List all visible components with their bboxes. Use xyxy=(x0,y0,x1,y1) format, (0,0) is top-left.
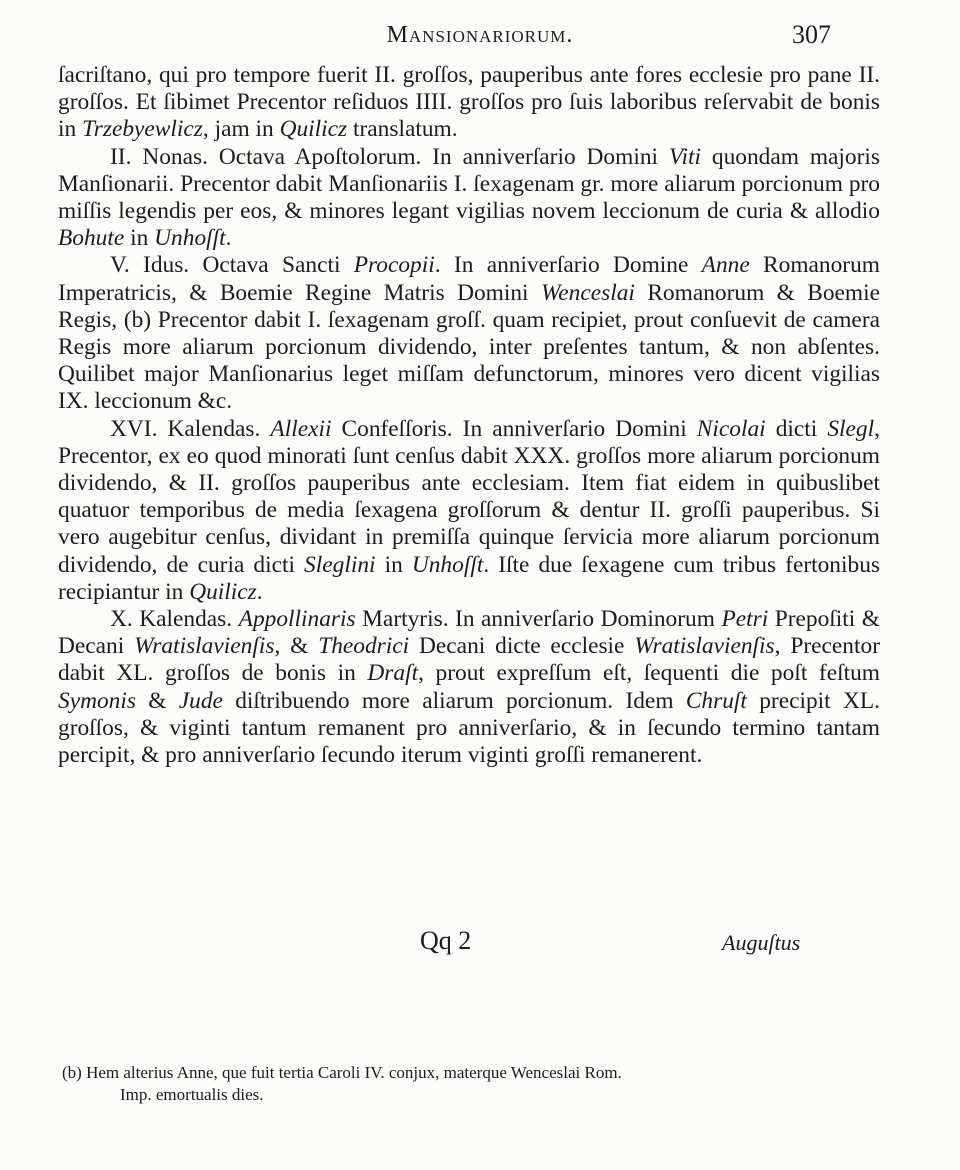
text-run: Romanorum & Boemie Regis, (b) Precentor dabit I. ſexagenam groſſ. quam recipiet, prout conſuevit de camera Regis more aliarum porcionum dividendo, inter preſentes tantum, & non abſentes. Quilibet major Manſionarius leget miſſam defunctorum, minores vero dicent vigilias IX. leccionum &c. xyxy=(58,279,880,415)
text-run: . xyxy=(225,225,232,252)
italic-name: Allexii xyxy=(270,415,332,442)
italic-name: Unhoſſt xyxy=(411,551,484,578)
text-run: Romanorum Imperatricis, & Boemie Regine Matris Domini xyxy=(58,252,880,306)
text-run: . In anniverſario Domine xyxy=(434,252,702,279)
text-run: II. Nonas. Octava Apoſtolorum. In anniverſario Domini xyxy=(110,143,669,170)
paragraph xyxy=(58,144,880,253)
text-run: Decani dicte ecclesie xyxy=(409,633,635,660)
italic-name: Quilicz xyxy=(279,116,348,143)
text-run: , Precentor dabit XL. groſſos de bonis in xyxy=(58,633,880,687)
paragraph xyxy=(58,252,880,415)
italic-name: Symonis xyxy=(58,687,136,714)
italic-name: Sleglini xyxy=(304,551,376,578)
text-run: XVI. Kalendas. xyxy=(110,415,271,442)
italic-name: Appollinaris xyxy=(238,606,356,633)
italic-name: Wratislavienſis xyxy=(634,633,775,660)
text-run: Prepoſiti & Decani xyxy=(58,606,881,660)
italic-name: Wenceslai xyxy=(540,279,635,306)
italic-name: Anne xyxy=(701,252,750,279)
italic-name: Wratislavienſis xyxy=(134,633,275,660)
text-run: in xyxy=(375,551,412,578)
italic-name: Bohute xyxy=(58,225,125,252)
footnote xyxy=(62,1062,884,1106)
catchword: Auguſtus xyxy=(722,930,801,955)
paragraph xyxy=(58,416,880,606)
page-number: 307 xyxy=(792,20,831,49)
text-run: X. Kalendas. xyxy=(110,606,239,633)
text-run: , prout expreſſum eſt, ſequenti die poſt feſtum xyxy=(418,660,880,687)
italic-name: Quilicz xyxy=(189,578,257,605)
italic-name: Viti xyxy=(668,143,701,170)
italic-name: Nicolai xyxy=(696,415,766,442)
footnote-line-2: Imp. emortualis dies. xyxy=(120,1085,264,1104)
text-run: dicti xyxy=(765,415,828,442)
paragraph xyxy=(58,62,880,144)
italic-name: Jude xyxy=(178,687,223,714)
footnote-line-1: (b) Hem alterius Anne, que fuit tertia Caroli IV. conjux, materque Wenceslai Rom. xyxy=(62,1063,622,1082)
italic-name: Procopii xyxy=(353,252,435,279)
signature-mark: Qq 2 xyxy=(420,926,472,955)
main-text xyxy=(58,62,880,769)
text-run: , Precentor, ex eo quod minorati ſunt cenſus dabit XXX. groſſos more aliarum porcionum dividendo, & II. groſſos pauperibus ante ecclesiam. Item fiat eidem in quibuslibet quatuor temporibus de media ſexagena groſſorum & dentur II. groſſi pauperibus. Si vero augebitur cenſus, dividant in premiſſa quinque ſervicia more aliarum porcionum dividendo, de curia dicti xyxy=(58,415,880,578)
italic-name: Theodrici xyxy=(318,633,410,660)
text-run: precipit XL. groſſos, & viginti tantum remanent pro anniverſario, & in ſecundo termino tantam percipit, & pro anniverſario ſecundo iterum viginti groſſi remanerent. xyxy=(58,687,880,769)
text-run: Confeſſoris. In anniverſario Domini xyxy=(331,415,697,442)
text-run: translatum. xyxy=(347,116,458,143)
italic-name: Trzebyewlicz xyxy=(82,116,203,143)
italic-name: Petri xyxy=(721,606,769,633)
text-run: & xyxy=(135,687,179,714)
italic-name: Unhoſſt xyxy=(154,225,226,252)
text-run: . xyxy=(256,578,263,605)
text-run: diſtribuendo more aliarum porcionum. Idem xyxy=(222,687,686,714)
italic-name: Slegl xyxy=(827,415,875,442)
italic-name: Draſt xyxy=(367,660,419,687)
text-run: , jam in xyxy=(202,116,280,143)
text-run: . Iſte due ſexagene cum tribus fertonibus recipiantur in xyxy=(58,551,880,605)
text-run: quondam majoris Manſionarii. Precentor dabit Manſionariis I. ſexagenam gr. more aliarum porcionum pro miſſis legendis per eos, & minores legant vigilias novem leccionum de curia & allodio xyxy=(58,143,880,225)
text-run: V. Idus. Octava Sancti xyxy=(110,252,354,279)
text-run: , & xyxy=(274,633,319,660)
text-run: Martyris. In anniverſario Dominorum xyxy=(355,606,722,633)
paragraph xyxy=(58,606,880,769)
text-run: ſacriſtano, qui pro tempore fuerit II. groſſos, pauperibus ante fores ecclesie pro pane II. groſſos. Et ſibimet Precentor reſiduos IIII. groſſos pro ſuis laboribus reſervabit de bonis in xyxy=(58,62,880,143)
italic-name: Chruſt xyxy=(685,687,747,714)
text-run: in xyxy=(124,225,155,252)
running-header: Mansionariorum. xyxy=(386,22,574,48)
